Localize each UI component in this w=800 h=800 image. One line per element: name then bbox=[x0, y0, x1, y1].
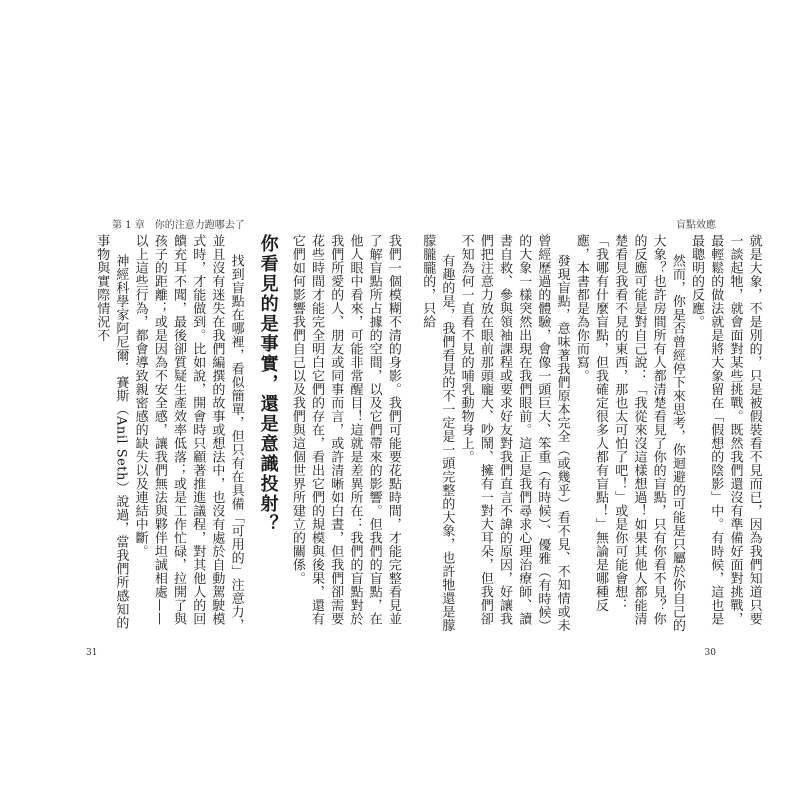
paragraph: 有趣的是，我們看見的不一定是一頭完整的大象，也許牠還是朦朦朧朧的，只給 bbox=[420, 234, 455, 632]
running-head-left: 第 1 章 你的注意力跑哪去了 bbox=[112, 220, 245, 231]
page-number-right: 30 bbox=[704, 648, 716, 658]
page-number-left: 31 bbox=[86, 648, 98, 658]
section-heading: 你看見的是事實，還是意識投射？ bbox=[257, 234, 279, 534]
paragraph: 就是大象，不是別的，只是被假裝看不見而已，因為我們知道只要一談起牠，就會面對某些挑戰。既然我們還沒有準備好面對挑戰，最輕鬆的做法就是將大象留在「假想的陰影」中。有時候，這也是最聰明的反應。 bbox=[689, 234, 762, 626]
paragraph: 找到盲點在哪裡，看似簡單，但只有在具備「可用的」注意力，並且沒有迷失在我們編撰的故事或想法中，也沒有處於自動駕駛模式時，才能做到。比如說，開會時只顧著推進議程，對其他人的回饋充耳不聞，最後卻質疑生產效率低落；或是工作忙碌，拉開了與孩子的距離；或是因為不安全感，讓我們無法與夥伴坦誠相處——以上這些行為，都會導致親密感的缺失以及連結中斷。 bbox=[132, 234, 244, 632]
paragraph: 我們一個模糊不清的身影。我們可能要花點時間，才能完整看見並了解盲點所占據的空間，以及它們帶來的影響。但我們的盲點，在他人眼中看來，可能非常醒目！這就是差異所在：我們的盲點對於我們所愛的人、朋友或同事而言，或許清晰如白晝，但我們卻需要花些時間才能完全明白它們的存在，看出它們的規模與後果，還有它們如何影響我們自己以及我們與這個世界所建立的關係。 bbox=[289, 234, 401, 626]
paragraph: 發現盲點，意味著我們原本完全（或幾乎）看不見、不知情或未曾經歷過的體驗，會像一頭巨大、笨重（有時候）、優雅（有時候）的大象一樣突然出現在我們眼前。這正是我們尋求心理治療師、讀書自救、參與領袖課程或要求好友對我們直言不諱的原因，好讓我們把注意力放在眼前那頭龐大、吵鬧、擁有一對大耳朵，但我們卻不知為何一直看不見的哺乳動物身上。 bbox=[458, 234, 570, 633]
left-page-body bbox=[92, 234, 401, 634]
paragraph: 神經科學家阿尼爾．賽斯（Anil Seth）說過，當我們所感知的事物與實際情況不 bbox=[94, 234, 129, 629]
running-head-right: 盲點效應 bbox=[676, 220, 716, 231]
paragraph: 然而，你是否曾經停下來思考，你迴避的可能是只屬於你自己的大象？也許房間所有人都清楚看見了你的盲點，只有你看不見？你的反應可能是對自己說：「我從來沒這樣想過！如果其他人都能清楚看見我看不見的東西，那也太可怕了吧！」或是你可能會想：「我哪有什麼盲點，但我確定很多人都有盲點！」無論是哪種反應，本書都是為你而寫。 bbox=[573, 234, 685, 632]
right-page-body bbox=[418, 234, 762, 634]
